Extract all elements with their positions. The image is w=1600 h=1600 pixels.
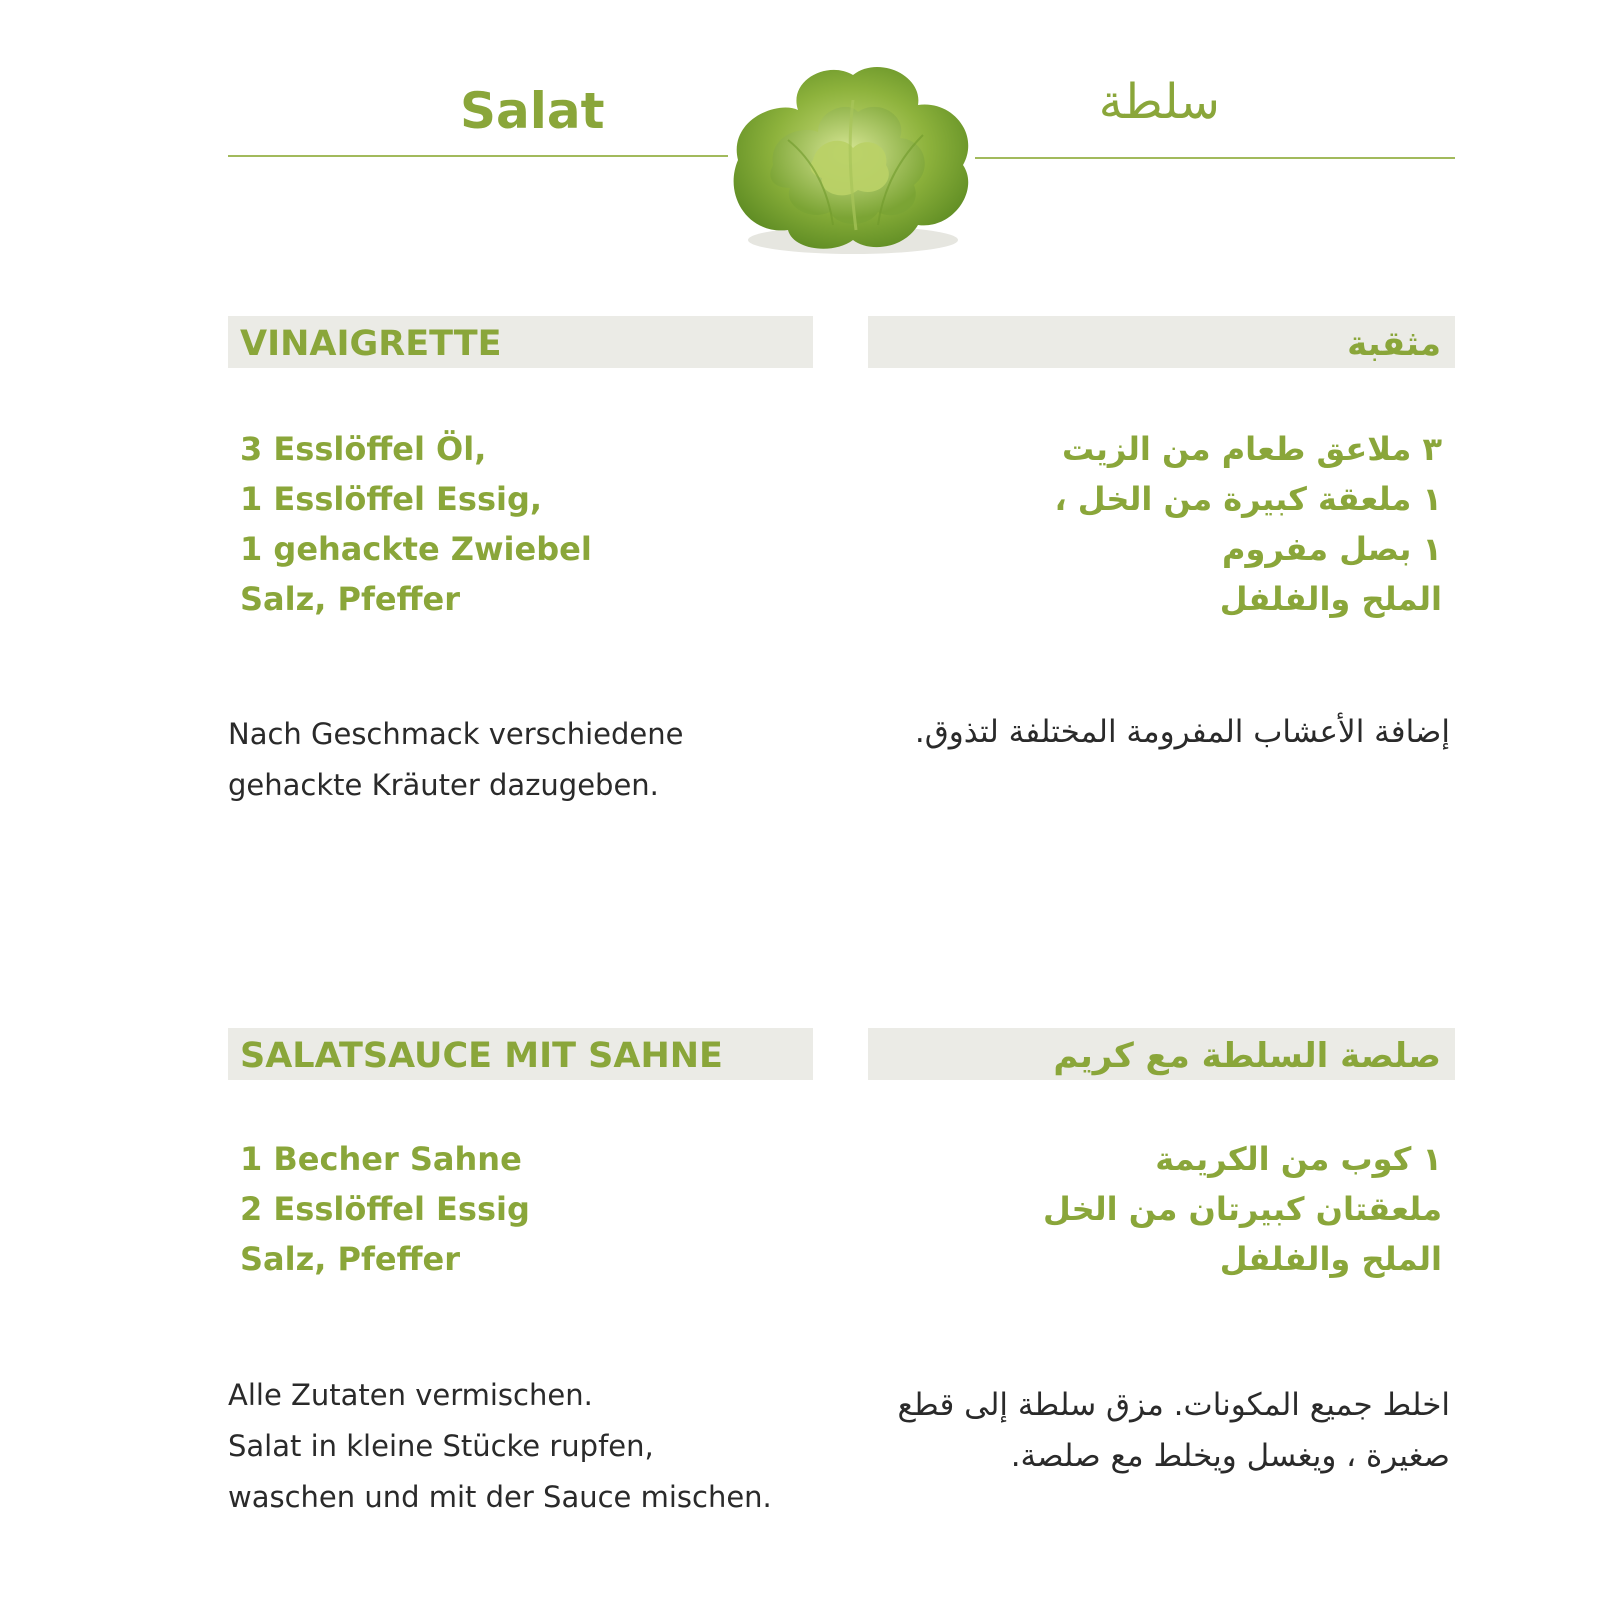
section-heading-de: VINAIGRETTE bbox=[240, 324, 502, 364]
instructions-ar bbox=[890, 707, 1450, 758]
list-item: 1 gehackte Zwiebel bbox=[240, 530, 592, 568]
ingredient-list-ar bbox=[1043, 1134, 1442, 1284]
list-item: ١ بصل مفروم bbox=[1221, 530, 1442, 568]
list-item: 1 Becher Sahne bbox=[240, 1140, 522, 1178]
instruction-line: waschen und mit der Sauce mischen. bbox=[228, 1480, 772, 1514]
instruction-line: Salat in kleine Stücke rupfen, bbox=[228, 1429, 654, 1463]
list-item: 3 Esslöffel Öl, bbox=[240, 430, 487, 468]
instruction-line: Nach Geschmack verschiedene bbox=[228, 717, 684, 751]
section-header-vinaigrette-ar bbox=[868, 316, 1455, 368]
ingredient-list-de bbox=[240, 1134, 530, 1284]
instructions-de bbox=[228, 1370, 828, 1523]
list-item: 2 Esslöffel Essig bbox=[240, 1190, 530, 1228]
instructions-de bbox=[228, 709, 828, 811]
instructions-ar bbox=[890, 1380, 1450, 1482]
list-item: الملح والفلفل bbox=[1219, 1240, 1442, 1278]
lettuce-icon bbox=[718, 40, 988, 270]
list-item: ١ ملعقة كبيرة من الخل ، bbox=[1054, 480, 1442, 518]
instruction-line: Alle Zutaten vermischen. bbox=[228, 1378, 593, 1412]
section-heading-ar: صلصة السلطة مع كريم bbox=[1053, 1036, 1441, 1076]
ingredient-list-ar bbox=[1054, 424, 1442, 624]
title-rule-left bbox=[228, 155, 728, 157]
page-title-de: Salat bbox=[460, 82, 605, 140]
list-item: 1 Esslöffel Essig, bbox=[240, 480, 543, 518]
section-heading-de: SALATSAUCE MIT SAHNE bbox=[240, 1036, 723, 1076]
list-item: ٣ ملاعق طعام من الزيت bbox=[1062, 430, 1442, 468]
list-item: ١ كوب من الكريمة bbox=[1155, 1140, 1442, 1178]
list-item: ملعقتان كبيرتان من الخل bbox=[1043, 1190, 1442, 1228]
list-item: Salz, Pfeffer bbox=[240, 1240, 461, 1278]
instruction-line: اخلط جميع المكونات. مزق سلطة إلى قطع bbox=[897, 1387, 1450, 1423]
list-item: Salz, Pfeffer bbox=[240, 580, 461, 618]
section-header-sahne-de bbox=[228, 1028, 813, 1080]
list-item: الملح والفلفل bbox=[1219, 580, 1442, 618]
instruction-line: gehackte Kräuter dazugeben. bbox=[228, 768, 659, 802]
instruction-line: صغيرة ، ويغسل ويخلط مع صلصة. bbox=[1010, 1438, 1450, 1474]
title-rule-right bbox=[975, 157, 1455, 159]
page-title-ar: سلطة bbox=[1098, 74, 1220, 130]
instruction-line: إضافة الأعشاب المفرومة المختلفة لتذوق. bbox=[914, 714, 1450, 750]
ingredient-list-de bbox=[240, 424, 592, 624]
section-heading-ar: مثقبة bbox=[1347, 324, 1441, 364]
section-header-sahne-ar bbox=[868, 1028, 1455, 1080]
section-header-vinaigrette-de bbox=[228, 316, 813, 368]
